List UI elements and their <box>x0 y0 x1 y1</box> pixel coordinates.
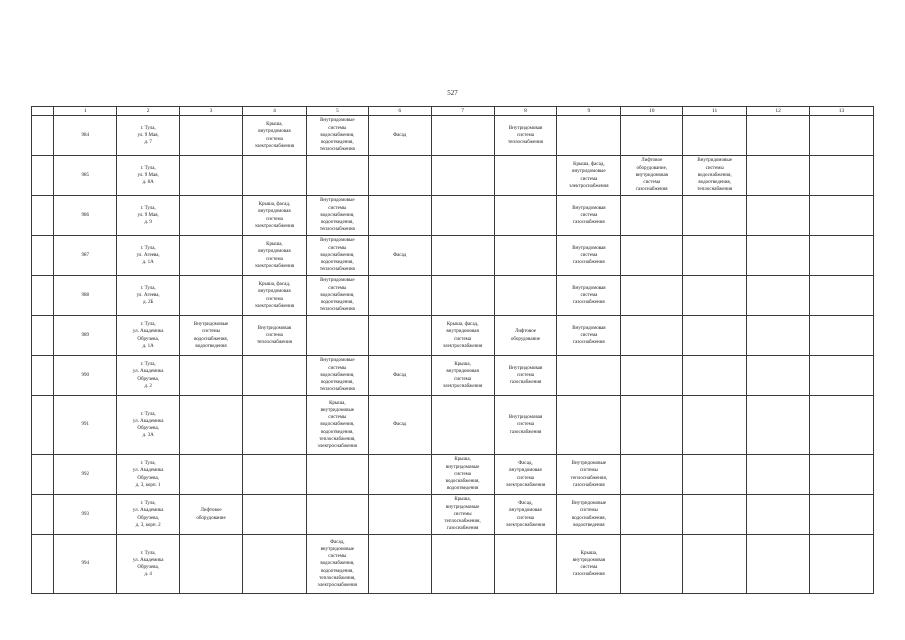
cell-col-9: Внутридомовая система газоснабжения <box>557 196 621 236</box>
cell-col-3: Лифтовое оборудование <box>180 495 243 535</box>
table-row <box>32 495 874 535</box>
header-cell: 9 <box>557 107 621 116</box>
cell-col-13 <box>810 156 874 196</box>
cell-col-4 <box>242 156 306 196</box>
table-row <box>32 156 874 196</box>
cell-col-5: Внутридомовые системы водоснабжения, водоотведения, теплоснабжения <box>306 236 368 276</box>
cell-col-10 <box>621 236 683 276</box>
row-number: 987 <box>54 236 117 276</box>
cell-col-7 <box>431 196 494 236</box>
row-number: 991 <box>54 396 117 455</box>
cell-col-11 <box>683 276 747 316</box>
cell-col-10 <box>621 495 683 535</box>
cell-col-10 <box>621 196 683 236</box>
cell-col-13 <box>810 276 874 316</box>
header-cell: 6 <box>368 107 431 116</box>
address-cell: г. Тула, ул. Академика Обручева, д. 3, корп. 1 <box>117 455 180 495</box>
row-number: 988 <box>54 276 117 316</box>
cell-col-8: Фасад, внутридомовая система электроснабжения <box>494 455 557 495</box>
table-row <box>32 116 874 156</box>
cell-col-4: Внутридомовая система теплоснабжения <box>242 316 306 356</box>
table-row <box>32 236 874 276</box>
cell-col-5: Фасад, внутридомовые системы водоснабжения, водоотведения, теплоснабжения, электроснабжения <box>306 535 368 594</box>
cell-col-8 <box>494 535 557 594</box>
cell-col-4: Крыша, фасад, внутридомовая система электроснабжения <box>242 276 306 316</box>
address-cell: г. Тула, ул. Академика Обручева, д. 3, корп. 2 <box>117 495 180 535</box>
header-cell: 4 <box>242 107 306 116</box>
cell-col-11 <box>683 356 747 396</box>
cell-col-3 <box>180 116 243 156</box>
row-gutter-cell <box>32 535 54 594</box>
cell-col-12 <box>747 396 810 455</box>
row-gutter-cell <box>32 116 54 156</box>
row-gutter-cell <box>32 236 54 276</box>
cell-col-6: Фасад <box>368 356 431 396</box>
cell-col-12 <box>747 535 810 594</box>
cell-col-7 <box>431 156 494 196</box>
cell-col-13 <box>810 236 874 276</box>
cell-col-9: Внутридомовая система газоснабжения <box>557 276 621 316</box>
cell-col-5: Внутридомовые системы водоснабжения, водоотведения, теплоснабжения <box>306 196 368 236</box>
row-number: 992 <box>54 455 117 495</box>
cell-col-8 <box>494 236 557 276</box>
address-cell: г. Тула, ул. Академика Обручева, д. 4 <box>117 535 180 594</box>
row-gutter-cell <box>32 495 54 535</box>
cell-col-10 <box>621 276 683 316</box>
cell-col-11 <box>683 396 747 455</box>
cell-col-3 <box>180 396 243 455</box>
cell-col-9 <box>557 116 621 156</box>
cell-col-5: Внутридомовые системы водоснабжения, водоотведения, теплоснабжения <box>306 356 368 396</box>
cell-col-3 <box>180 455 243 495</box>
cell-col-6 <box>368 196 431 236</box>
cell-col-5: Внутридомовые системы водоснабжения, водоотведения, теплоснабжения <box>306 116 368 156</box>
cell-col-7: Крыша, внутридомовые системы теплоснабжения, газоснабжения <box>431 495 494 535</box>
cell-col-13 <box>810 495 874 535</box>
cell-col-11: Внутридомовые системы водоснабжения, водоотведения, теплоснабжения <box>683 156 747 196</box>
cell-col-3 <box>180 276 243 316</box>
cell-col-13 <box>810 196 874 236</box>
cell-col-9: Крыша, фасад, внутридомовые система электроснабжения <box>557 156 621 196</box>
cell-col-7 <box>431 236 494 276</box>
table-row <box>32 276 874 316</box>
cell-col-12 <box>747 316 810 356</box>
cell-col-7 <box>431 116 494 156</box>
table-row <box>32 196 874 236</box>
address-cell: г. Тула, ул. Академика Обручева, д. 3А <box>117 396 180 455</box>
cell-col-5 <box>306 156 368 196</box>
address-cell: г. Тула, ул. Агеева, д. 1А <box>117 236 180 276</box>
cell-col-9 <box>557 396 621 455</box>
cell-col-6: Фасад <box>368 396 431 455</box>
row-gutter-cell <box>32 396 54 455</box>
cell-col-4 <box>242 396 306 455</box>
address-cell: г. Тула, ул. 9 Мая, д. 8А <box>117 156 180 196</box>
cell-col-12 <box>747 276 810 316</box>
table-row <box>32 356 874 396</box>
cell-col-4 <box>242 495 306 535</box>
row-number: 989 <box>54 316 117 356</box>
cell-col-3: Внутридомовые системы водоснабжения, водоотведения <box>180 316 243 356</box>
header-cell: 1 <box>54 107 117 116</box>
cell-col-8: Фасад, внутридомовая система электроснабжения <box>494 495 557 535</box>
cell-col-9: Внутридомовая система газоснабжения <box>557 236 621 276</box>
cell-col-13 <box>810 455 874 495</box>
cell-col-10 <box>621 356 683 396</box>
cell-col-11 <box>683 236 747 276</box>
cell-col-10 <box>621 316 683 356</box>
cell-col-7: Крыша, внутридомовая система электроснабжения <box>431 356 494 396</box>
cell-col-7: Крыша, внутридомовые система водоснабжения, водоотведения <box>431 455 494 495</box>
header-cell-index <box>32 107 54 116</box>
cell-col-7: Крыша, фасад, внутридомовая система электроснабжения <box>431 316 494 356</box>
cell-col-6 <box>368 276 431 316</box>
row-number: 985 <box>54 156 117 196</box>
address-cell: г. Тула, ул. Агеева, д. 2Б <box>117 276 180 316</box>
cell-col-11 <box>683 116 747 156</box>
row-gutter-cell <box>32 316 54 356</box>
cell-col-3 <box>180 236 243 276</box>
cell-col-8 <box>494 276 557 316</box>
cell-col-12 <box>747 116 810 156</box>
cell-col-5: Внутридомовые системы водоснабжения, водоотведения, теплоснабжения <box>306 276 368 316</box>
page-number: 527 <box>447 89 458 97</box>
cell-col-6 <box>368 495 431 535</box>
cell-col-7 <box>431 276 494 316</box>
column-number-header <box>32 107 874 116</box>
header-cell: 2 <box>117 107 180 116</box>
row-number: 993 <box>54 495 117 535</box>
cell-col-5: Крыша, внутридомовые системы водоснабжения, водоотведения, теплоснабжения, электроснабжения <box>306 396 368 455</box>
row-number: 990 <box>54 356 117 396</box>
cell-col-6 <box>368 535 431 594</box>
header-cell: 7 <box>431 107 494 116</box>
cell-col-9: Крыша, внутридомовая система газоснабжения <box>557 535 621 594</box>
cell-col-13 <box>810 396 874 455</box>
cell-col-4: Крыша, внутридомовая система электроснабжения <box>242 116 306 156</box>
cell-col-9: Внутридомовая система газоснабжения <box>557 316 621 356</box>
cell-col-6: Фасад <box>368 116 431 156</box>
cell-col-10: Лифтовое оборудование, внутридомовая система газоснабжения <box>621 156 683 196</box>
cell-col-13 <box>810 116 874 156</box>
cell-col-13 <box>810 535 874 594</box>
row-gutter-cell <box>32 276 54 316</box>
header-cell: 12 <box>747 107 810 116</box>
cell-col-3 <box>180 535 243 594</box>
cell-col-12 <box>747 356 810 396</box>
cell-col-8 <box>494 156 557 196</box>
row-number: 984 <box>54 116 117 156</box>
cell-col-7 <box>431 396 494 455</box>
cell-col-4: Крыша, внутридомовая система электроснабжения <box>242 236 306 276</box>
row-gutter-cell <box>32 455 54 495</box>
cell-col-5 <box>306 495 368 535</box>
table-row <box>32 535 874 594</box>
cell-col-3 <box>180 356 243 396</box>
cell-col-12 <box>747 495 810 535</box>
header-cell: 10 <box>621 107 683 116</box>
cell-col-3 <box>180 196 243 236</box>
cell-col-12 <box>747 455 810 495</box>
cell-col-6: Фасад <box>368 236 431 276</box>
table-row <box>32 316 874 356</box>
table-row <box>32 396 874 455</box>
cell-col-11 <box>683 316 747 356</box>
cell-col-3 <box>180 156 243 196</box>
cell-col-4: Крыша, фасад, внутридомовая система электроснабжения <box>242 196 306 236</box>
cell-col-9: Внутридомовые системы теплоснабжения, газоснабжения <box>557 455 621 495</box>
cell-col-11 <box>683 196 747 236</box>
header-cell: 5 <box>306 107 368 116</box>
cell-col-9 <box>557 356 621 396</box>
cell-col-9: Внутридомовые системы водоснабжения, водоотведения <box>557 495 621 535</box>
cell-col-7 <box>431 535 494 594</box>
row-number: 986 <box>54 196 117 236</box>
cell-col-10 <box>621 396 683 455</box>
cell-col-4 <box>242 356 306 396</box>
repair-schedule-table <box>31 106 874 594</box>
cell-col-10 <box>621 455 683 495</box>
cell-col-10 <box>621 116 683 156</box>
cell-col-6 <box>368 455 431 495</box>
cell-col-11 <box>683 455 747 495</box>
cell-col-4 <box>242 455 306 495</box>
row-gutter-cell <box>32 196 54 236</box>
cell-col-12 <box>747 156 810 196</box>
header-cell: 3 <box>180 107 243 116</box>
cell-col-12 <box>747 236 810 276</box>
address-cell: г. Тула, ул. 9 Мая, д. 9 <box>117 196 180 236</box>
address-cell: г. Тула, ул. Академика Обручева, д. 1А <box>117 316 180 356</box>
row-gutter-cell <box>32 156 54 196</box>
cell-col-8: Лифтовое оборудование <box>494 316 557 356</box>
header-cell: 11 <box>683 107 747 116</box>
cell-col-8: Внутридомовая система теплоснабжения <box>494 116 557 156</box>
table-row <box>32 455 874 495</box>
cell-col-8: Внутридомовая система газоснабжения <box>494 396 557 455</box>
address-cell: г. Тула, ул. 9 Мая, д. 7 <box>117 116 180 156</box>
cell-col-13 <box>810 356 874 396</box>
cell-col-8 <box>494 196 557 236</box>
header-cell: 8 <box>494 107 557 116</box>
cell-col-5 <box>306 316 368 356</box>
cell-col-6 <box>368 156 431 196</box>
address-cell: г. Тула, ул. Академика Обручева, д. 2 <box>117 356 180 396</box>
cell-col-6 <box>368 316 431 356</box>
row-gutter-cell <box>32 356 54 396</box>
cell-col-12 <box>747 196 810 236</box>
cell-col-10 <box>621 535 683 594</box>
cell-col-13 <box>810 316 874 356</box>
header-cell: 13 <box>810 107 874 116</box>
cell-col-11 <box>683 535 747 594</box>
cell-col-11 <box>683 495 747 535</box>
cell-col-8: Внутридомовая система газоснабжения <box>494 356 557 396</box>
cell-col-4 <box>242 535 306 594</box>
row-number: 994 <box>54 535 117 594</box>
cell-col-5 <box>306 455 368 495</box>
